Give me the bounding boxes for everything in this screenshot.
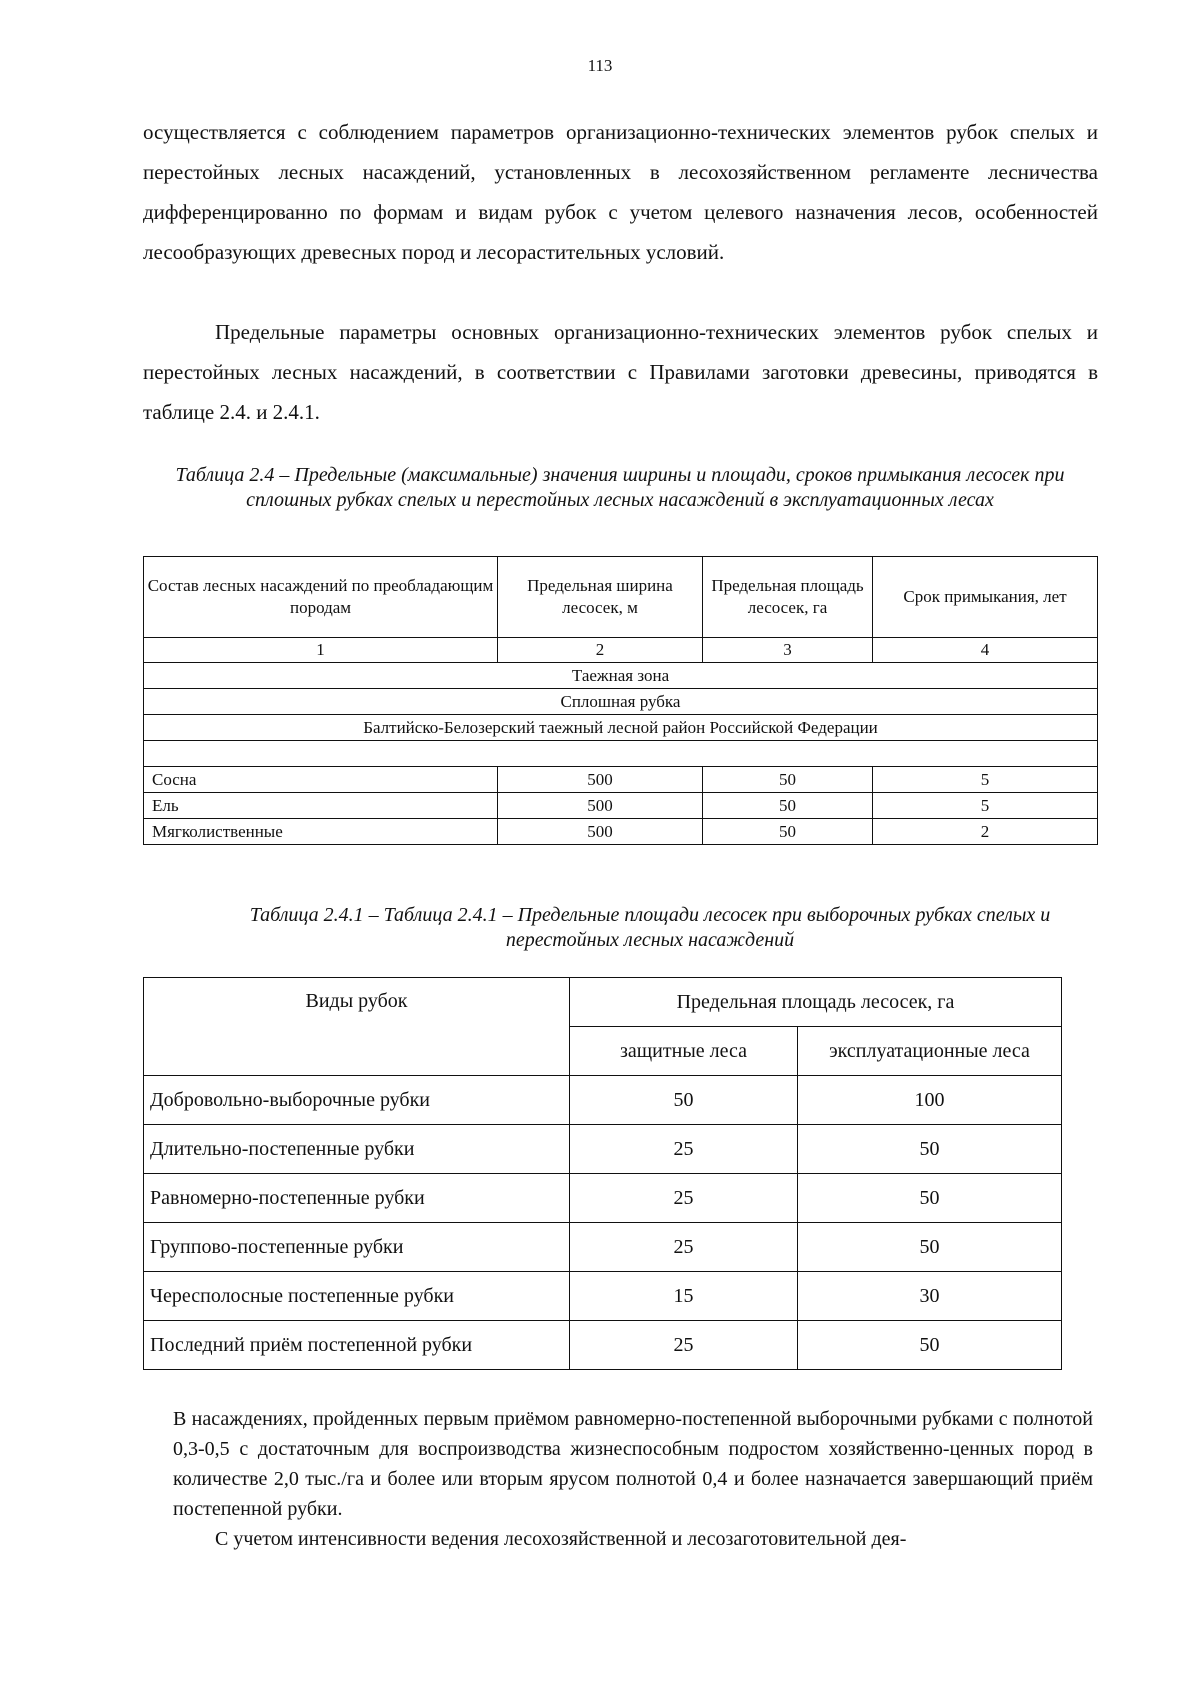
cut-kind-cell: Последний приём постепенной рубки	[144, 1321, 570, 1370]
width-cell: 500	[498, 793, 703, 819]
table-row	[144, 1125, 1062, 1174]
paragraph-limits: Предельные параметры основных организационно-технических элементов рубок спелых и перестойных лесных насаждений, в соответствии с Правилами заготовки древесины, приводятся в таблице 2.4. и 2.4.1.	[143, 320, 1098, 424]
table1-header-term: Срок примыкания, лет	[873, 557, 1098, 638]
table1-header-composition: Состав лесных насаждений по преобладающим породам	[144, 557, 498, 638]
exploitation-area-cell: 50	[798, 1125, 1062, 1174]
exploitation-area-cell: 50	[798, 1223, 1062, 1272]
protective-area-cell: 50	[570, 1076, 798, 1125]
table1-header-area: Предельная площадь лесосек, га	[703, 557, 873, 638]
species-cell: Ель	[144, 793, 498, 819]
table-row	[144, 1076, 1062, 1125]
selective-cut-limits-table	[143, 977, 1062, 1370]
exploitation-area-cell: 50	[798, 1321, 1062, 1370]
table-row	[144, 1272, 1062, 1321]
table1-zone: Таежная зона	[144, 663, 1098, 689]
protective-area-cell: 25	[570, 1174, 798, 1223]
clearcut-limits-table	[143, 556, 1098, 845]
cut-kind-cell: Длительно-постепенные рубки	[144, 1125, 570, 1174]
table1-number-row	[144, 638, 1098, 663]
paragraph-final-cut: В насаждениях, пройденных первым приёмом равномерно-постепенной выборочными рубками с полнотой 0,3-0,5 с достаточным для воспроизводства жизнеспособным подростом хозяйственно-ценных пород в количестве 2,0 тыс./га и более или вторым ярусом полнотой 0,4 и более назначается завершающий приём постепенной рубки.	[173, 1408, 1093, 1520]
table-row	[144, 1223, 1062, 1272]
cut-kind-cell: Добровольно-выборочные рубки	[144, 1076, 570, 1125]
area-cell: 50	[703, 819, 873, 845]
table2-header-kind: Виды рубок	[144, 978, 570, 1076]
width-cell: 500	[498, 819, 703, 845]
table-row	[144, 1321, 1062, 1370]
table-row	[144, 793, 1098, 819]
table2-subheader-protective: защитные леса	[570, 1027, 798, 1076]
area-cell: 50	[703, 767, 873, 793]
paragraph-intensity: С учетом интенсивности ведения лесохозяйственной и лесозаготовительной дея-	[215, 1528, 907, 1550]
table1-cut-type: Сплошная рубка	[144, 689, 1098, 715]
table1-region-row	[144, 715, 1098, 741]
species-cell: Мягколиственные	[144, 819, 498, 845]
cut-kind-cell: Чересполосные постепенные рубки	[144, 1272, 570, 1321]
table-row	[144, 819, 1098, 845]
table2-header-row	[144, 978, 1062, 1027]
term-cell: 2	[873, 819, 1098, 845]
table2-subheader-exploitation: эксплуатационные леса	[798, 1027, 1062, 1076]
table-row	[144, 767, 1098, 793]
table1-colnum: 3	[703, 638, 873, 663]
width-cell: 500	[498, 767, 703, 793]
table1-colnum: 4	[873, 638, 1098, 663]
table1-blank-cell	[144, 741, 1098, 767]
table1-cut-type-row	[144, 689, 1098, 715]
table1-colnum: 1	[144, 638, 498, 663]
table2-header-area: Предельная площадь лесосек, га	[570, 978, 1062, 1027]
term-cell: 5	[873, 793, 1098, 819]
table1-colnum: 2	[498, 638, 703, 663]
protective-area-cell: 25	[570, 1125, 798, 1174]
protective-area-cell: 15	[570, 1272, 798, 1321]
cut-kind-cell: Равномерно-постепенные рубки	[144, 1174, 570, 1223]
page-number: 113	[587, 56, 613, 75]
table1-blank-row	[144, 741, 1098, 767]
area-cell: 50	[703, 793, 873, 819]
table-row	[144, 1174, 1062, 1223]
exploitation-area-cell: 30	[798, 1272, 1062, 1321]
table1-zone-row	[144, 663, 1098, 689]
table1-header-row	[144, 557, 1098, 638]
term-cell: 5	[873, 767, 1098, 793]
table1-caption: Таблица 2.4 – Предельные (максимальные) значения ширины и площади, сроков примыкания лесосек при сплошных рубках спелых и перестойных лесных насаждений в эксплуатационных лесах	[175, 464, 1065, 511]
protective-area-cell: 25	[570, 1321, 798, 1370]
cut-kind-cell: Группово-постепенные рубки	[144, 1223, 570, 1272]
species-cell: Сосна	[144, 767, 498, 793]
table1-region: Балтийско-Белозерский таежный лесной район Российской Федерации	[144, 715, 1098, 741]
paragraph-intro: осуществляется с соблюдением параметров организационно-технических элементов рубок спелых и перестойных лесных насаждений, установленных в лесохозяйственном регламенте лесничества дифференцированно по формам и видам рубок с учетом целевого назначения лесов, особенностей лесообразующих древесных пород и лесорастительных условий.	[143, 120, 1098, 264]
table1-header-width: Предельная ширина лесосек, м	[498, 557, 703, 638]
exploitation-area-cell: 100	[798, 1076, 1062, 1125]
exploitation-area-cell: 50	[798, 1174, 1062, 1223]
table2-caption: Таблица 2.4.1 – Таблица 2.4.1 – Предельные площади лесосек при выборочных рубках спелых и перестойных лесных насаждений	[249, 904, 1051, 951]
protective-area-cell: 25	[570, 1223, 798, 1272]
